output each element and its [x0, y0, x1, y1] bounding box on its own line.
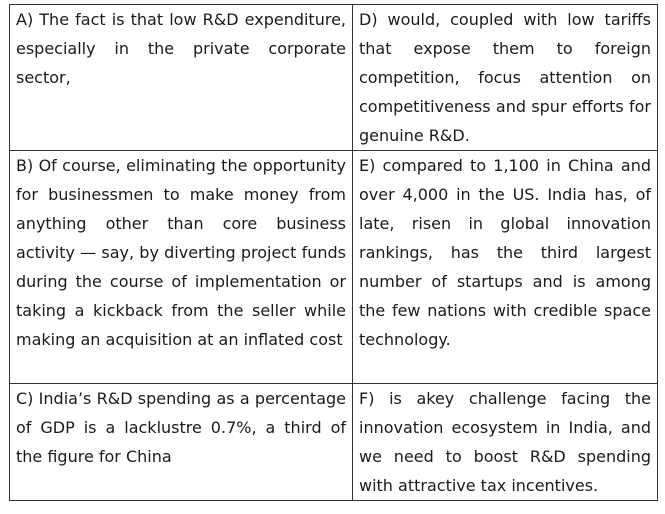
table-row: [10, 151, 658, 384]
cell-b: B) Of course, eliminating the opportunity for businessmen to make money from anything other than core business activity — say, by diverting project funds during the course of implementation or taking a kickback from the seller while making an acquisition at an inflated cost: [10, 151, 353, 384]
table-row: [10, 384, 658, 501]
cell-f: F) is akey challenge facing the innovation ecosystem in India, and we need to boost R&D spending with attractive tax incentives.: [353, 384, 658, 501]
table-row: [10, 5, 658, 151]
matching-table: [9, 4, 658, 501]
cell-d: D) would, coupled with low tariffs that expose them to foreign competition, focus attention on competitiveness and spur efforts for genuine R&D.: [353, 5, 658, 151]
cell-c: C) India’s R&D spending as a percentage of GDP is a lacklustre 0.7%, a third of the figure for China: [10, 384, 353, 501]
cell-a: A) The fact is that low R&D expenditure, especially in the private corporate sector,: [10, 5, 353, 151]
cell-e: E) compared to 1,100 in China and over 4,000 in the US. India has, of late, risen in global innovation rankings, has the third largest number of startups and is among the few nations with credible space technology.: [353, 151, 658, 384]
